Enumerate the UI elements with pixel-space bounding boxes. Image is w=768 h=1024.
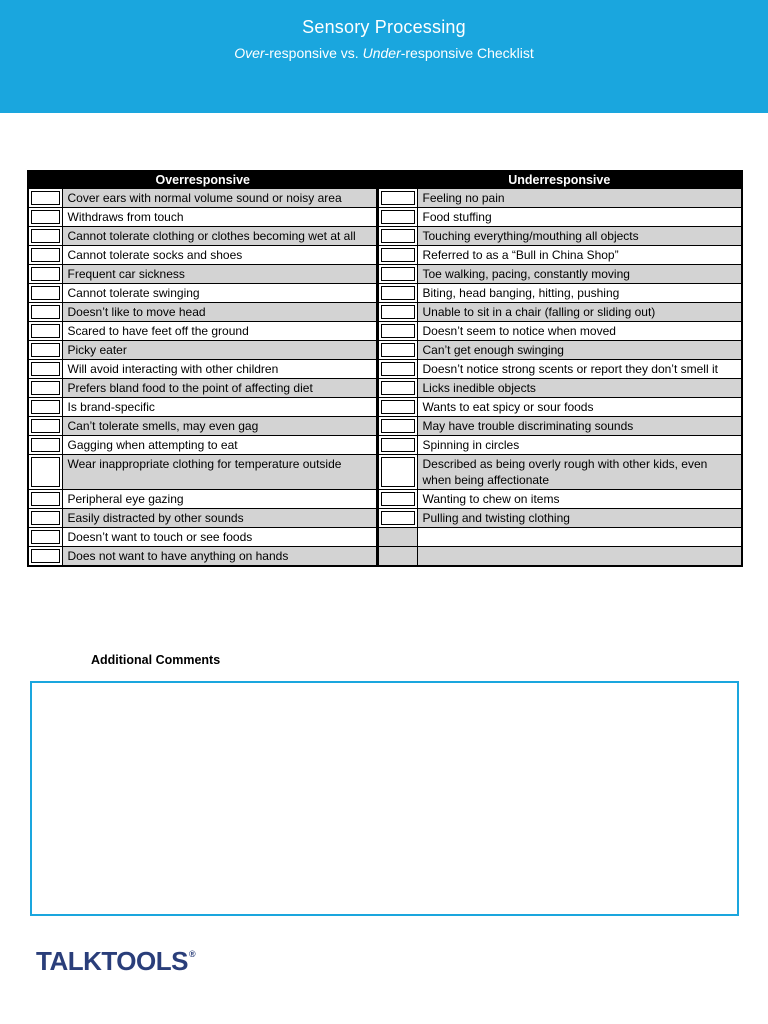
overresponsive-checkbox[interactable] — [31, 362, 60, 376]
table-row — [28, 321, 742, 340]
overresponsive-checkbox-cell — [28, 245, 62, 264]
table-row — [28, 207, 742, 226]
overresponsive-checkbox-cell — [28, 302, 62, 321]
underresponsive-checkbox-cell — [377, 226, 417, 245]
overresponsive-checkbox[interactable] — [31, 511, 60, 525]
table-row — [28, 188, 742, 207]
underresponsive-item: Food stuffing — [417, 207, 742, 226]
overresponsive-item: Cannot tolerate clothing or clothes becoming wet at all — [62, 226, 377, 245]
overresponsive-checkbox-cell — [28, 489, 62, 508]
table-header-row — [28, 171, 742, 188]
underresponsive-item: Touching everything/mouthing all objects — [417, 226, 742, 245]
overresponsive-item: Scared to have feet off the ground — [62, 321, 377, 340]
underresponsive-item: Referred to as a “Bull in China Shop” — [417, 245, 742, 264]
underresponsive-item: Wanting to chew on items — [417, 489, 742, 508]
overresponsive-checkbox[interactable] — [31, 419, 60, 433]
checklist-body — [28, 188, 742, 566]
overresponsive-item: Is brand-specific — [62, 397, 377, 416]
sensory-checklist-table — [27, 170, 743, 567]
subtitle-over: Over — [234, 45, 265, 61]
comments-textbox[interactable] — [30, 681, 739, 916]
overresponsive-item: Easily distracted by other sounds — [62, 508, 377, 527]
overresponsive-item: Prefers bland food to the point of affecting diet — [62, 378, 377, 397]
underresponsive-checkbox[interactable] — [381, 381, 415, 395]
underresponsive-checkbox[interactable] — [381, 492, 415, 506]
overresponsive-checkbox-cell — [28, 283, 62, 302]
underresponsive-checkbox-cell — [377, 378, 417, 397]
column-header-underresponsive: Underresponsive — [377, 171, 742, 188]
underresponsive-checkbox-cell — [377, 359, 417, 378]
overresponsive-checkbox-cell — [28, 207, 62, 226]
overresponsive-checkbox-cell — [28, 546, 62, 566]
table-row — [28, 508, 742, 527]
underresponsive-checkbox[interactable] — [381, 191, 415, 205]
overresponsive-checkbox[interactable] — [31, 343, 60, 357]
overresponsive-checkbox[interactable] — [31, 324, 60, 338]
overresponsive-item: Frequent car sickness — [62, 264, 377, 283]
underresponsive-checkbox[interactable] — [381, 511, 415, 525]
underresponsive-item: Doesn’t notice strong scents or report they don’t smell it — [417, 359, 742, 378]
overresponsive-item: Peripheral eye gazing — [62, 489, 377, 508]
underresponsive-item: Can’t get enough swinging — [417, 340, 742, 359]
overresponsive-item: Wear inappropriate clothing for temperature outside — [62, 454, 377, 489]
overresponsive-checkbox[interactable] — [31, 530, 60, 544]
overresponsive-checkbox[interactable] — [31, 286, 60, 300]
underresponsive-checkbox[interactable] — [381, 229, 415, 243]
overresponsive-checkbox-cell — [28, 378, 62, 397]
underresponsive-item: Wants to eat spicy or sour foods — [417, 397, 742, 416]
underresponsive-item: Feeling no pain — [417, 188, 742, 207]
overresponsive-checkbox-cell — [28, 416, 62, 435]
table-row — [28, 489, 742, 508]
overresponsive-item: Cover ears with normal volume sound or noisy area — [62, 188, 377, 207]
overresponsive-checkbox[interactable] — [31, 492, 60, 506]
overresponsive-checkbox-cell — [28, 226, 62, 245]
underresponsive-checkbox[interactable] — [381, 267, 415, 281]
underresponsive-item: Spinning in circles — [417, 435, 742, 454]
overresponsive-item: Gagging when attempting to eat — [62, 435, 377, 454]
underresponsive-checkbox-cell — [377, 302, 417, 321]
overresponsive-checkbox-cell — [28, 359, 62, 378]
overresponsive-checkbox[interactable] — [31, 248, 60, 262]
overresponsive-item: Can’t tolerate smells, may even gag — [62, 416, 377, 435]
underresponsive-checkbox[interactable] — [381, 343, 415, 357]
underresponsive-checkbox[interactable] — [381, 305, 415, 319]
overresponsive-checkbox[interactable] — [31, 210, 60, 224]
overresponsive-item: Cannot tolerate socks and shoes — [62, 245, 377, 264]
page-title: Sensory Processing — [302, 17, 466, 37]
header-banner — [0, 0, 768, 113]
underresponsive-item — [417, 527, 742, 546]
underresponsive-checkbox-cell — [377, 188, 417, 207]
overresponsive-checkbox-cell — [28, 508, 62, 527]
overresponsive-item: Does not want to have anything on hands — [62, 546, 377, 566]
subtitle-mid: -responsive vs. — [264, 45, 363, 61]
underresponsive-checkbox[interactable] — [381, 362, 415, 376]
underresponsive-checkbox[interactable] — [381, 438, 415, 452]
overresponsive-item: Cannot tolerate swinging — [62, 283, 377, 302]
underresponsive-checkbox[interactable] — [381, 400, 415, 414]
underresponsive-checkbox[interactable] — [381, 210, 415, 224]
overresponsive-checkbox[interactable] — [31, 438, 60, 452]
column-header-overresponsive: Overresponsive — [28, 171, 377, 188]
overresponsive-checkbox-cell — [28, 321, 62, 340]
underresponsive-checkbox-cell — [377, 283, 417, 302]
table-row — [28, 302, 742, 321]
overresponsive-checkbox-cell — [28, 435, 62, 454]
table-row — [28, 546, 742, 566]
table-row — [28, 340, 742, 359]
underresponsive-item: Pulling and twisting clothing — [417, 508, 742, 527]
overresponsive-checkbox[interactable] — [31, 267, 60, 281]
table-row — [28, 527, 742, 546]
subtitle-end: -responsive Checklist — [400, 45, 534, 61]
overresponsive-item: Will avoid interacting with other children — [62, 359, 377, 378]
overresponsive-checkbox[interactable] — [31, 229, 60, 243]
table-row — [28, 378, 742, 397]
table-row — [28, 245, 742, 264]
underresponsive-checkbox-cell — [377, 245, 417, 264]
page-subtitle — [0, 45, 768, 61]
logo-registered-mark: ® — [188, 949, 196, 959]
underresponsive-checkbox-cell — [377, 508, 417, 527]
talktools-logo — [36, 946, 195, 976]
overresponsive-checkbox-cell — [28, 454, 62, 489]
underresponsive-item: Unable to sit in a chair (falling or sliding out) — [417, 302, 742, 321]
underresponsive-checkbox[interactable] — [381, 457, 415, 487]
table-row — [28, 454, 742, 489]
underresponsive-checkbox-cell — [377, 546, 417, 566]
underresponsive-item: May have trouble discriminating sounds — [417, 416, 742, 435]
overresponsive-checkbox-cell — [28, 527, 62, 546]
underresponsive-checkbox-cell — [377, 527, 417, 546]
underresponsive-checkbox-cell — [377, 454, 417, 489]
underresponsive-item — [417, 546, 742, 566]
overresponsive-checkbox-cell — [28, 264, 62, 283]
underresponsive-checkbox[interactable] — [381, 324, 415, 338]
overresponsive-checkbox-cell — [28, 188, 62, 207]
overresponsive-checkbox[interactable] — [31, 400, 60, 414]
underresponsive-item: Described as being overly rough with other kids, even when being affectionate — [417, 454, 742, 489]
table-row — [28, 226, 742, 245]
overresponsive-item: Withdraws from touch — [62, 207, 377, 226]
underresponsive-checkbox[interactable] — [381, 248, 415, 262]
overresponsive-item: Doesn’t like to move head — [62, 302, 377, 321]
overresponsive-checkbox[interactable] — [31, 457, 60, 487]
logo-text: TALKTOOLS — [36, 946, 188, 976]
overresponsive-checkbox-cell — [28, 340, 62, 359]
table-row — [28, 359, 742, 378]
underresponsive-checkbox-cell — [377, 207, 417, 226]
underresponsive-checkbox[interactable] — [381, 286, 415, 300]
table-row — [28, 416, 742, 435]
underresponsive-item: Licks inedible objects — [417, 378, 742, 397]
overresponsive-item: Doesn’t want to touch or see foods — [62, 527, 377, 546]
underresponsive-item: Toe walking, pacing, constantly moving — [417, 264, 742, 283]
comments-label: Additional Comments — [91, 653, 221, 667]
subtitle-under: Under — [362, 45, 401, 61]
underresponsive-item: Doesn’t seem to notice when moved — [417, 321, 742, 340]
table-row — [28, 397, 742, 416]
underresponsive-checkbox-cell — [377, 321, 417, 340]
table-row — [28, 435, 742, 454]
underresponsive-checkbox[interactable] — [381, 419, 415, 433]
underresponsive-checkbox-cell — [377, 435, 417, 454]
underresponsive-checkbox-cell — [377, 264, 417, 283]
table-row — [28, 283, 742, 302]
overresponsive-checkbox-cell — [28, 397, 62, 416]
overresponsive-checkbox[interactable] — [31, 191, 60, 205]
underresponsive-checkbox-cell — [377, 416, 417, 435]
underresponsive-checkbox-cell — [377, 340, 417, 359]
overresponsive-checkbox[interactable] — [31, 381, 60, 395]
overresponsive-checkbox[interactable] — [31, 549, 60, 563]
overresponsive-item: Picky eater — [62, 340, 377, 359]
overresponsive-checkbox[interactable] — [31, 305, 60, 319]
underresponsive-checkbox-cell — [377, 397, 417, 416]
underresponsive-item: Biting, head banging, hitting, pushing — [417, 283, 742, 302]
underresponsive-checkbox-cell — [377, 489, 417, 508]
table-row — [28, 264, 742, 283]
